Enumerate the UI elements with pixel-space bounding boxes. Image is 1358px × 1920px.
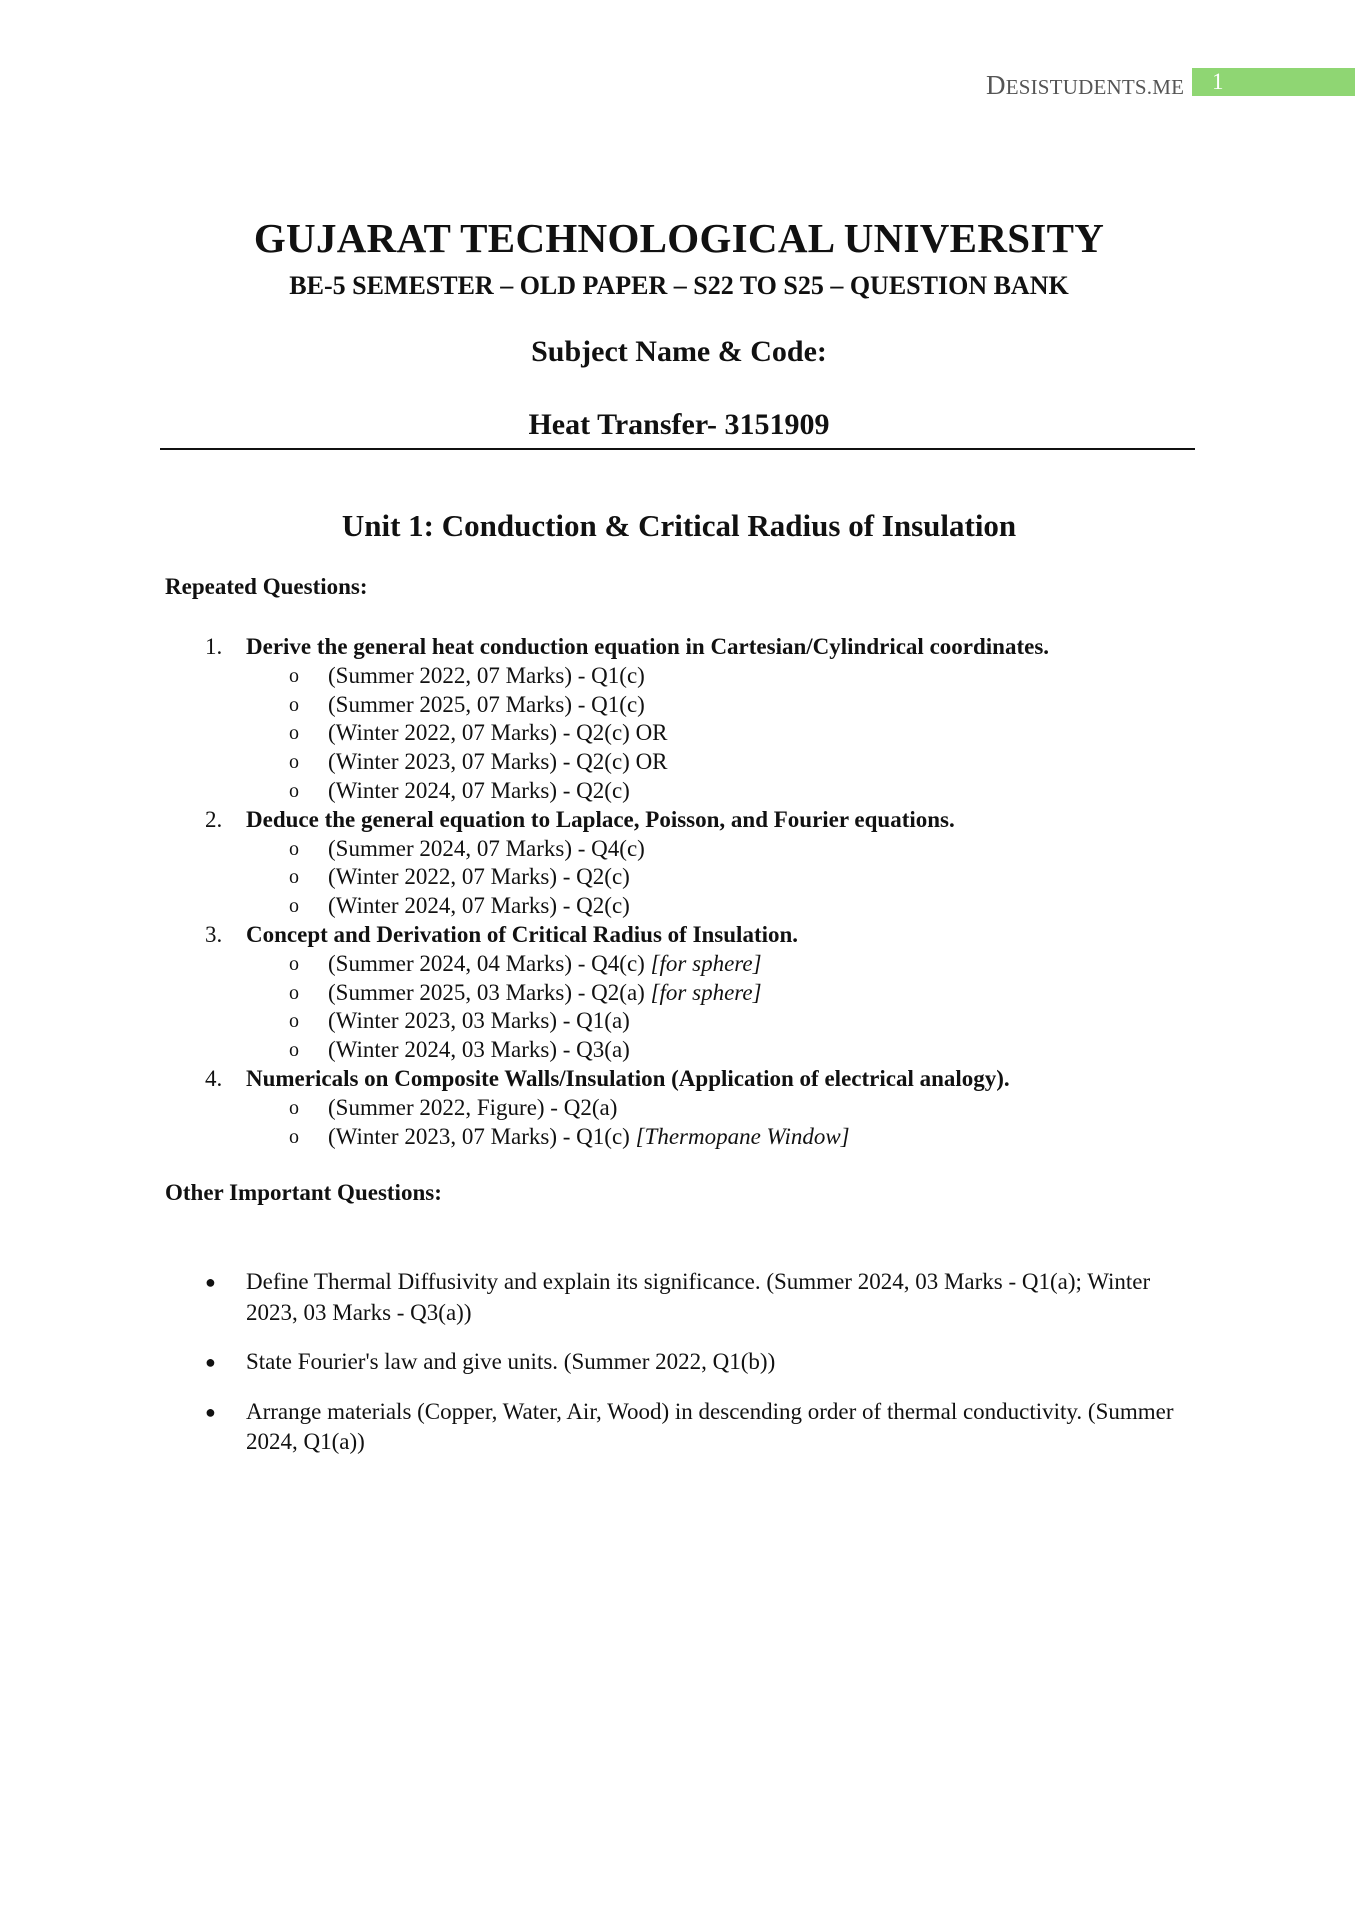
reference-text: (Summer 2024, 07 Marks) - Q4(c) <box>328 835 645 861</box>
question-reference <box>0 748 1358 777</box>
reference-text: (Winter 2023, 03 Marks) - Q1(a) <box>328 1008 630 1034</box>
document-subtitle: BE-5 SEMESTER – OLD PAPER – S22 TO S25 – QUESTION BANK <box>289 271 1069 300</box>
circle-bullet-icon: o <box>289 779 299 802</box>
question-reference <box>0 1036 1358 1065</box>
reference-text: (Winter 2024, 07 Marks) - Q2(c) <box>328 893 630 919</box>
question-item <box>0 806 1358 835</box>
reference-line <box>328 835 645 864</box>
circle-bullet-icon: o <box>289 751 299 774</box>
reference-line <box>328 1123 850 1152</box>
reference-line <box>328 777 630 806</box>
question-number: 4. <box>205 1065 223 1091</box>
question-text: Derive the general heat conduction equation in Cartesian/Cylindrical coordinates. <box>246 634 1050 659</box>
divider <box>160 448 1195 450</box>
question-text: Numericals on Composite Walls/Insulation (Application of electrical analogy). <box>246 1065 1010 1091</box>
reference-text: (Summer 2022, 07 Marks) - Q1(c) <box>328 662 645 688</box>
reference-line <box>328 719 668 748</box>
circle-bullet-icon: o <box>289 866 299 889</box>
question-reference <box>0 719 1358 748</box>
question-item <box>0 921 1358 950</box>
circle-bullet-icon: o <box>289 981 299 1004</box>
reference-text: (Summer 2025, 07 Marks) - Q1(c) <box>328 691 645 717</box>
page-number-badge: 1 <box>1192 68 1355 96</box>
document-title: GUJARAT TECHNOLOGICAL UNIVERSITY <box>253 215 1105 261</box>
question-reference <box>0 863 1358 892</box>
circle-bullet-icon: o <box>289 1096 299 1119</box>
bullet-icon: ● <box>205 1352 216 1372</box>
reference-line <box>328 1007 630 1036</box>
question-text: Deduce the general equation to Laplace, Poisson, and Fourier equations. <box>246 806 955 832</box>
site-brand <box>986 70 1184 101</box>
circle-bullet-icon: o <box>289 1010 299 1033</box>
subject-label: Subject Name & Code: <box>531 335 827 368</box>
reference-text: (Winter 2023, 07 Marks) - Q1(c) <box>328 1123 630 1149</box>
question-number: 1. <box>205 634 223 659</box>
question-reference <box>0 950 1358 979</box>
reference-text: (Summer 2025, 03 Marks) - Q2(a) <box>328 979 645 1005</box>
reference-line <box>328 950 762 979</box>
question-item <box>0 633 1358 662</box>
other-question-item <box>0 1347 1358 1378</box>
reference-text: (Winter 2024, 03 Marks) - Q3(a) <box>328 1037 630 1063</box>
reference-line <box>328 1036 630 1065</box>
circle-bullet-icon: o <box>289 895 299 918</box>
repeated-questions-heading: Repeated Questions: <box>165 574 368 599</box>
question-text: Concept and Derivation of Critical Radius of Insulation. <box>246 921 799 947</box>
reference-line <box>328 662 645 691</box>
reference-note: [for sphere] <box>650 950 762 976</box>
reference-line <box>328 1094 617 1123</box>
repeated-questions-list <box>0 633 1358 1151</box>
brand-rest: ESISTUDENTS.ME <box>1005 75 1185 99</box>
question-number: 2. <box>205 806 223 832</box>
other-question-text: Define Thermal Diffusivity and explain its significance. (Summer 2024, 03 Marks - Q1(a); Winter 2023, 03 Marks - Q3(a)) <box>246 1269 1151 1325</box>
reference-note: [Thermopane Window] <box>635 1123 850 1149</box>
circle-bullet-icon: o <box>289 722 299 745</box>
brand-initial: D <box>986 70 1006 100</box>
circle-bullet-icon: o <box>289 952 299 975</box>
reference-line <box>328 863 630 892</box>
reference-text: (Winter 2023, 07 Marks) - Q2(c) OR <box>328 749 668 775</box>
reference-line <box>328 979 762 1008</box>
circle-bullet-icon: o <box>289 1039 299 1062</box>
other-question-text: State Fourier's law and give units. (Summer 2022, Q1(b)) <box>246 1349 776 1374</box>
reference-text: (Winter 2024, 07 Marks) - Q2(c) <box>328 777 630 803</box>
bullet-icon: ● <box>205 1401 216 1422</box>
circle-bullet-icon: o <box>289 1125 299 1148</box>
circle-bullet-icon: o <box>289 664 299 687</box>
question-reference <box>0 1123 1358 1152</box>
other-question-item <box>0 1267 1358 1328</box>
reference-line <box>328 691 645 720</box>
other-question-item <box>0 1397 1358 1458</box>
reference-text: (Winter 2022, 07 Marks) - Q2(c) <box>328 864 630 890</box>
question-reference <box>0 835 1358 864</box>
question-reference <box>0 777 1358 806</box>
reference-note: [for sphere] <box>650 979 762 1005</box>
other-question-text: Arrange materials (Copper, Water, Air, Wood) in descending order of thermal conductivity. (Summer 2024, Q1(a)) <box>246 1398 1174 1454</box>
circle-bullet-icon: o <box>289 837 299 860</box>
question-item <box>0 1065 1358 1094</box>
reference-line <box>328 892 630 921</box>
question-reference <box>0 1094 1358 1123</box>
question-reference <box>0 1007 1358 1036</box>
reference-text: (Summer 2022, Figure) - Q2(a) <box>328 1094 618 1120</box>
question-reference <box>0 979 1358 1008</box>
reference-text: (Summer 2024, 04 Marks) - Q4(c) <box>328 950 645 976</box>
circle-bullet-icon: o <box>289 693 299 716</box>
subject-name-code: Heat Transfer- 3151909 <box>528 408 830 441</box>
reference-line <box>328 748 668 777</box>
question-number: 3. <box>205 921 223 947</box>
unit-title: Unit 1: Conduction & Critical Radius of Insulation <box>341 508 1017 543</box>
question-reference <box>0 892 1358 921</box>
bullet-icon: ● <box>205 1272 216 1292</box>
other-questions-list <box>0 1267 1358 1477</box>
question-reference <box>0 691 1358 720</box>
reference-text: (Winter 2022, 07 Marks) - Q2(c) OR <box>328 720 668 746</box>
question-reference <box>0 662 1358 691</box>
other-questions-heading: Other Important Questions: <box>165 1180 442 1205</box>
